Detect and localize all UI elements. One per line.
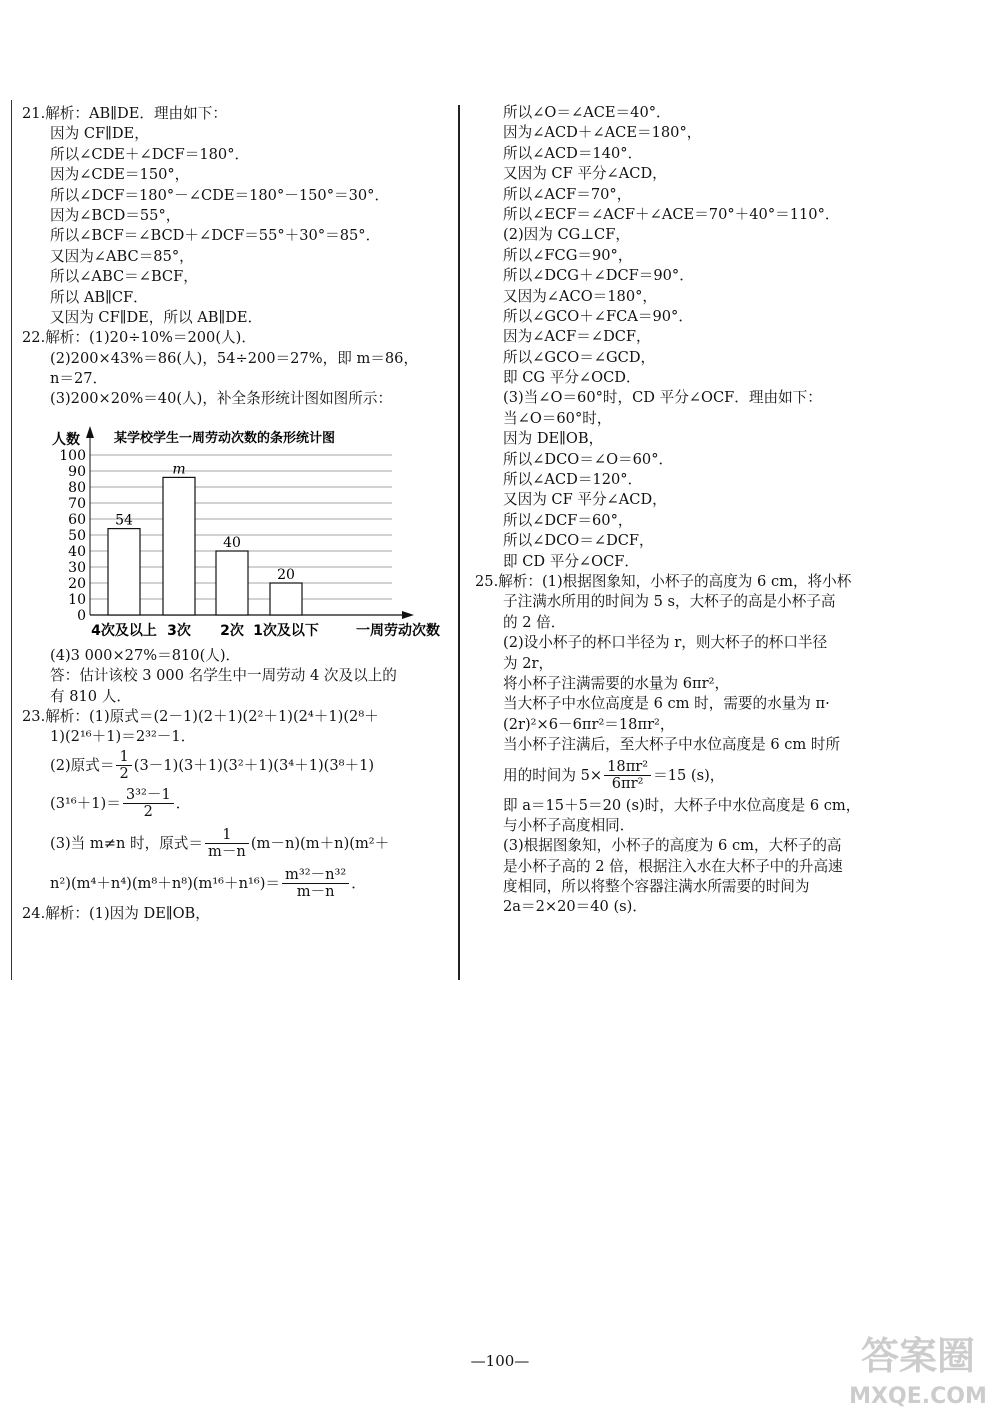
y-axis-title: 人数 — [52, 431, 80, 448]
text-line: 所以∠BCF＝∠BCD＋∠DCF＝55°＋30°＝85°． — [50, 227, 381, 245]
text-line: 所以∠FCG＝90°， — [503, 246, 633, 264]
text-line: (2)设小杯子的杯口半径为 r，则大杯子的杯口半径 — [503, 634, 828, 652]
text-line: 所以∠ABC＝∠BCF， — [50, 268, 198, 286]
fraction-denominator: 2 — [143, 803, 153, 821]
text-line: 当大杯子中水位高度是 6 cm 时，需要的水量为 π· — [503, 695, 830, 713]
text-line: 21.解析：AB∥DE．理由如下： — [22, 105, 227, 122]
text-line: 与小杯子高度相同． — [503, 816, 635, 834]
chart-title: 某学校学生一周劳动次数的条形统计图 — [114, 430, 336, 446]
y-tick-label: 20 — [68, 575, 86, 592]
q23-part-3-product: (m－n)(m＋n)(m²＋ — [250, 834, 390, 852]
text-line: 所以∠GCO＝∠GCD， — [503, 348, 656, 366]
fraction-denominator: 6πr² — [611, 775, 644, 792]
y-tick-label: 40 — [68, 543, 86, 560]
text-line: 又因为 CF 平分∠ACD， — [503, 491, 667, 509]
x-axis-arrow — [402, 611, 414, 619]
text-line: 又因为 CF 平分∠ACD， — [503, 165, 667, 183]
text-line: (2)因为 CG⊥CF， — [503, 226, 630, 244]
x-category-label: 4次及以上 — [91, 622, 157, 639]
x-category-label: 1次及以下 — [253, 622, 319, 639]
question-21 — [22, 104, 452, 328]
y-axis-arrow — [86, 426, 94, 438]
x-category-label: 3次 — [167, 622, 191, 639]
text-line: 又因为∠ABC＝85°， — [50, 247, 194, 265]
bar-data-label: m — [172, 461, 186, 478]
bar — [108, 528, 140, 614]
text-line: 所以∠CDE＋∠DCF＝180°． — [50, 145, 250, 163]
text-line: 所以∠DCF＝180°－∠CDE＝180°－150°＝30°． — [50, 186, 390, 204]
bar — [216, 551, 248, 615]
half-fraction — [116, 749, 131, 782]
q23-part-2 — [22, 748, 452, 784]
q23-part-3-result: n²)(m⁴＋n⁴)(m⁸＋n⁸)(m¹⁶＋n¹⁶)＝ $\frac{\text{m³²－n³²}}{m-n}$ ． — [50, 866, 366, 901]
text-line: (4)3 000×27%＝810(人)． — [50, 646, 241, 664]
text-line: 因为∠ACD＋∠ACE＝180°， — [503, 124, 702, 142]
text-line: 因为∠ACF＝∠DCF， — [503, 328, 651, 346]
question-25 — [475, 572, 895, 756]
bar-chart — [22, 412, 452, 644]
q23-part-3-prefix: (3)当 m≠n 时，原式＝ — [50, 834, 203, 852]
x-axis-title: 一周劳动次数 — [356, 622, 440, 639]
y-tick-label: 100 — [59, 447, 86, 464]
inverse-fraction — [205, 827, 249, 860]
text-line: 所以 AB∥CF． — [50, 288, 148, 306]
text-line: 因为 CF∥DE， — [50, 125, 149, 143]
question-25-continued — [475, 796, 895, 918]
watermark-logo — [838, 1325, 998, 1413]
fraction-numerator: 1 — [205, 827, 249, 844]
y-tick-label: 80 — [68, 479, 86, 496]
q23-part-2-tail: (3¹⁶＋1)＝ — [50, 794, 121, 812]
text-line: 所以∠DCG＋∠DCF＝90°． — [503, 267, 694, 285]
q23-part-3 — [22, 824, 452, 864]
text-line: 又因为 CF∥DE，所以 AB∥DE． — [50, 308, 263, 326]
text-line: (3)200×20%＝40(人)，补全条形统计图如图所示： — [50, 390, 393, 408]
bar-chart-svg — [22, 412, 452, 644]
water-fraction — [604, 759, 651, 792]
text-line: 25.解析：(1)根据图象知，小杯子的高度为 6 cm，将小杯 — [475, 572, 852, 590]
text-line: 为 2r， — [503, 654, 554, 672]
text-line: 所以∠ACD＝140°． — [503, 144, 643, 162]
text-line: n＝27． — [50, 370, 108, 388]
text-line: 所以∠ACD＝120°． — [503, 471, 643, 489]
q25-fraction-result: ＝15 (s)， — [653, 766, 725, 784]
q23-part-2-product: (3－1)(3＋1)(3²＋1)(3⁴＋1)(3⁸＋1) — [133, 756, 375, 774]
question-22-part-4 — [22, 646, 452, 707]
q25-time-fraction — [475, 756, 895, 796]
question-24: 24.解析：(1)因为 DE∥OB， — [22, 904, 210, 922]
question-22 — [22, 328, 452, 410]
bar — [163, 477, 195, 615]
text-line: 即 CG 平分∠OCD． — [503, 369, 641, 387]
question-23 — [22, 707, 452, 904]
y-tick-label: 60 — [68, 511, 86, 528]
result-fraction-2 — [123, 787, 174, 820]
text-line: 是小杯子高的 2 倍，根据注入水在大杯子中的升高速 — [503, 857, 843, 875]
text-line: 所以∠DCO＝∠O＝60°． — [503, 450, 674, 468]
half-denominator: 2 — [119, 765, 129, 783]
text-line: 的 2 倍． — [503, 613, 566, 631]
text-line: 子注满水所用的时间为 5 s，大杯子的高是小杯子高 — [503, 593, 836, 611]
text-line: 答：估计该校 3 000 名学生中一周劳动 4 次及以上的 — [50, 667, 397, 685]
text-line: (2r)²×6－6πr²＝18πr²， — [503, 715, 675, 733]
text-line: 2a＝2×20＝40 (s)． — [503, 898, 647, 916]
fraction-denominator: m－n — [296, 883, 335, 901]
text-line: 因为 DE∥OB， — [503, 430, 604, 448]
y-tick-label: 0 — [77, 607, 86, 624]
text-line: 将小杯子注满需要的水量为 6πr²， — [503, 674, 730, 692]
y-tick-label: 30 — [68, 559, 86, 576]
text-line: 当小杯子注满后，至大杯子中水位高度是 6 cm 时所 — [503, 736, 841, 754]
question-24-continued — [475, 103, 895, 572]
q23-part-2-result: (3¹⁶＋1)＝ $\frac{\text{3³²－1}}{2}$ ． — [50, 786, 191, 821]
column-divider — [458, 105, 460, 980]
bar-data-label: 20 — [277, 566, 295, 583]
text-line: 22.解析：(1)20÷10%＝200(人)． — [22, 329, 256, 347]
q23-line-2: 1)(2¹⁶＋1)＝2³²－1． — [50, 728, 196, 746]
y-tick-label: 50 — [68, 527, 86, 544]
text-line: 所以∠DCO＝∠DCF， — [503, 532, 654, 550]
watermark-top-text: 答案圈 — [860, 1334, 976, 1378]
text-line: 有 810 人． — [50, 687, 131, 705]
y-tick-label: 10 — [68, 591, 86, 608]
fraction-numerator: 3³²－1 — [123, 787, 174, 804]
x-category-label: 2次 — [220, 622, 244, 639]
watermark-bottom-text: MXQE.COM — [849, 1384, 987, 1409]
q23-part-2-prefix: (2)原式＝ — [50, 756, 115, 774]
q25-fraction-prefix: 用的时间为 5× — [503, 766, 603, 784]
text-line: (3)当∠O＝60°时，CD 平分∠OCF．理由如下： — [503, 389, 822, 407]
text-line: 即 a＝15＋5＝20 (s)时，大杯子中水位高度是 6 cm， — [503, 796, 861, 814]
text-line: 所以∠DCF＝60°， — [503, 511, 633, 529]
left-column — [22, 104, 452, 924]
text-line: 度相同，所以将整个容器注满水所需要的时间为 — [503, 878, 810, 896]
text-line: 所以∠O＝∠ACE＝40°． — [503, 104, 671, 121]
right-column — [475, 103, 895, 918]
text-line: 因为∠CDE＝150°， — [50, 166, 190, 184]
page-number: —100— — [470, 1352, 530, 1370]
fraction-denominator: m－n — [207, 843, 246, 861]
half-numerator: 1 — [116, 749, 131, 766]
text-line: (2)200×43%＝86(人)，54÷200＝27%，即 m＝86， — [50, 349, 419, 367]
text-line: 所以∠GCO＋∠FCA＝90°． — [503, 307, 693, 325]
page-edge-line — [11, 100, 12, 980]
bar-data-label: 54 — [115, 512, 133, 529]
text-line: 所以∠ACF＝70°， — [503, 185, 632, 203]
text-line: 又因为∠ACO＝180°， — [503, 287, 658, 305]
text-line: 所以∠ECF＝∠ACF＋∠ACE＝70°＋40°＝110°． — [503, 205, 840, 223]
text-line: 因为∠BCD＝55°， — [50, 206, 181, 224]
result-fraction-3 — [282, 867, 349, 900]
q23-line-1: 23.解析：(1)原式＝(2－1)(2＋1)(2²＋1)(2⁴＋1)(2⁸＋ — [22, 708, 379, 726]
text-line: 当∠O＝60°时， — [503, 409, 612, 427]
q23-part-3-tail: n²)(m⁴＋n⁴)(m⁸＋n⁸)(m¹⁶＋n¹⁶)＝ — [50, 874, 280, 892]
text-line: 即 CD 平分∠OCF． — [503, 552, 640, 570]
fraction-numerator: m³²－n³² — [282, 867, 349, 884]
bar — [270, 583, 302, 615]
y-tick-label: 70 — [68, 495, 86, 512]
bar-data-label: 40 — [223, 534, 241, 551]
text-line: (3)根据图象知，小杯子的高度为 6 cm，大杯子的高 — [503, 837, 842, 855]
fraction-numerator: 18πr² — [604, 759, 651, 776]
y-tick-label: 90 — [68, 463, 86, 480]
